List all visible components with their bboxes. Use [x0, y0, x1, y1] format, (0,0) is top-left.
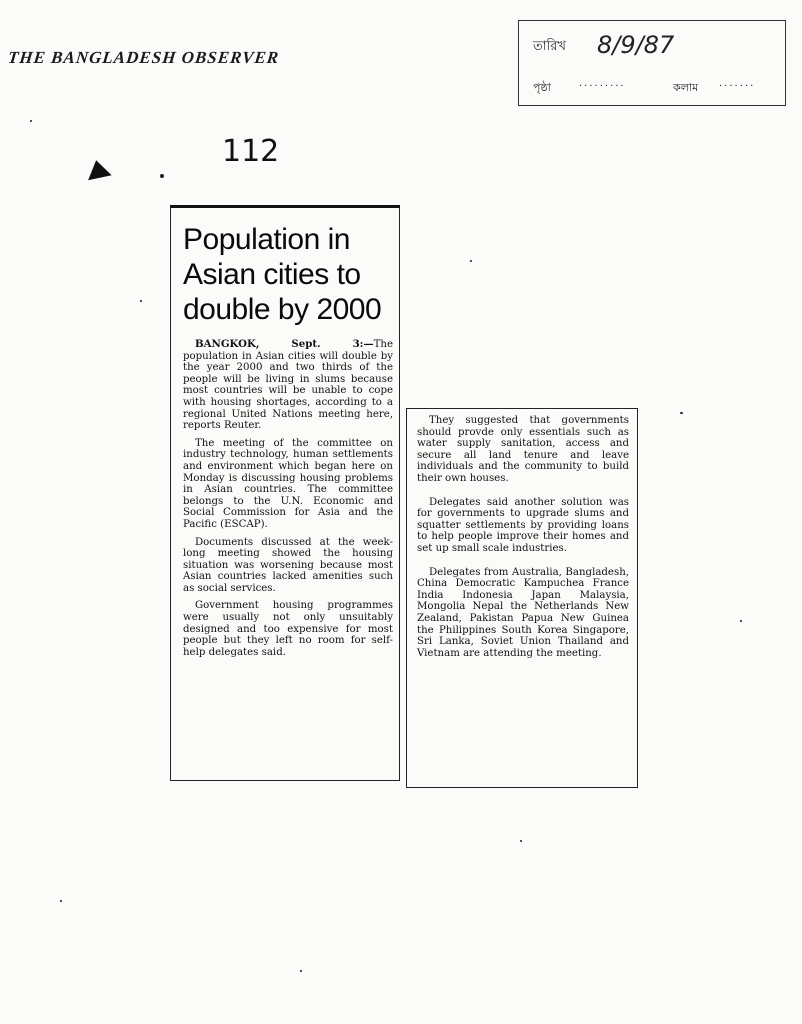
article-paragraph: They suggested that governments should provde only essentials such as water supply sanitation, access and secure all land tenure and leave individuals and the community to build their own houses.	[417, 415, 629, 484]
speck	[680, 412, 683, 414]
article-paragraph: BANGKOK, Sept. 3:—The population in Asian cities will double by the year 2000 and two thirds of the people will be living in slums because most countries will be unable to cope with housing shortages, according to a regional United Nations meeting here, reports Reuter.	[183, 338, 393, 432]
stamp-dots: ·········	[579, 81, 626, 92]
masthead: THE BANGLADESH OBSERVER	[7, 48, 281, 67]
speck	[740, 620, 742, 622]
speck	[520, 840, 522, 842]
stamp-column-label: কলাম	[673, 81, 699, 94]
clip-number: 112	[222, 134, 280, 169]
article-headline: Population in Asian cities to double by 2000	[183, 223, 382, 326]
stamp-date-label: তারিখ	[533, 39, 566, 54]
stamp-page-label: পৃষ্ঠা	[533, 81, 551, 94]
speck	[60, 900, 62, 902]
article-paragraph: The meeting of the committee on industry technology, human settlements and environment which began here on Monday is discussing housing problems in Asian countries. The committee belongs to the U.N. Economic and Social Commission for Asia and the Pacific (ESCAP).	[183, 437, 393, 530]
speck	[140, 300, 142, 302]
article-paragraph: Government housing programmes were usually not only unsuitably designed and too expensive for most people but they left no room for self-help delegates said.	[183, 600, 393, 658]
article-paragraph: Delegates from Australia, Bangladesh, China Democratic Kampuchea France India Indonesia Japan Malaysia, Mongolia Nepal the Netherlands New Zealand, Pakistan Papua New Guinea the Philippines South Korea Singapore, Sri Lanka, Soviet Union Thailand and Vietnam are attending the meeting.	[417, 566, 629, 659]
article-column-2	[406, 408, 638, 788]
article-paragraph: Documents discussed at the week-long meeting showed the housing situation was worsening because most Asian countries lacked amenities such as social services.	[183, 536, 393, 594]
article-paragraph: Delegates said another solution was for governments to upgrade slums and squatter settlements by providing loans to help people improve their homes and set up small scale industries.	[417, 496, 629, 554]
speck	[300, 970, 302, 972]
speck	[160, 174, 164, 178]
speck	[470, 260, 472, 262]
article-dateline: BANGKOK, Sept. 3:—	[195, 338, 374, 350]
article-column-1	[170, 205, 400, 781]
stamp-dots: ·······	[719, 81, 756, 92]
arrow-mark-icon	[84, 158, 111, 181]
date-stamp	[518, 20, 786, 106]
stamp-date-value: 8/9/87	[597, 31, 675, 59]
speck	[30, 120, 32, 122]
